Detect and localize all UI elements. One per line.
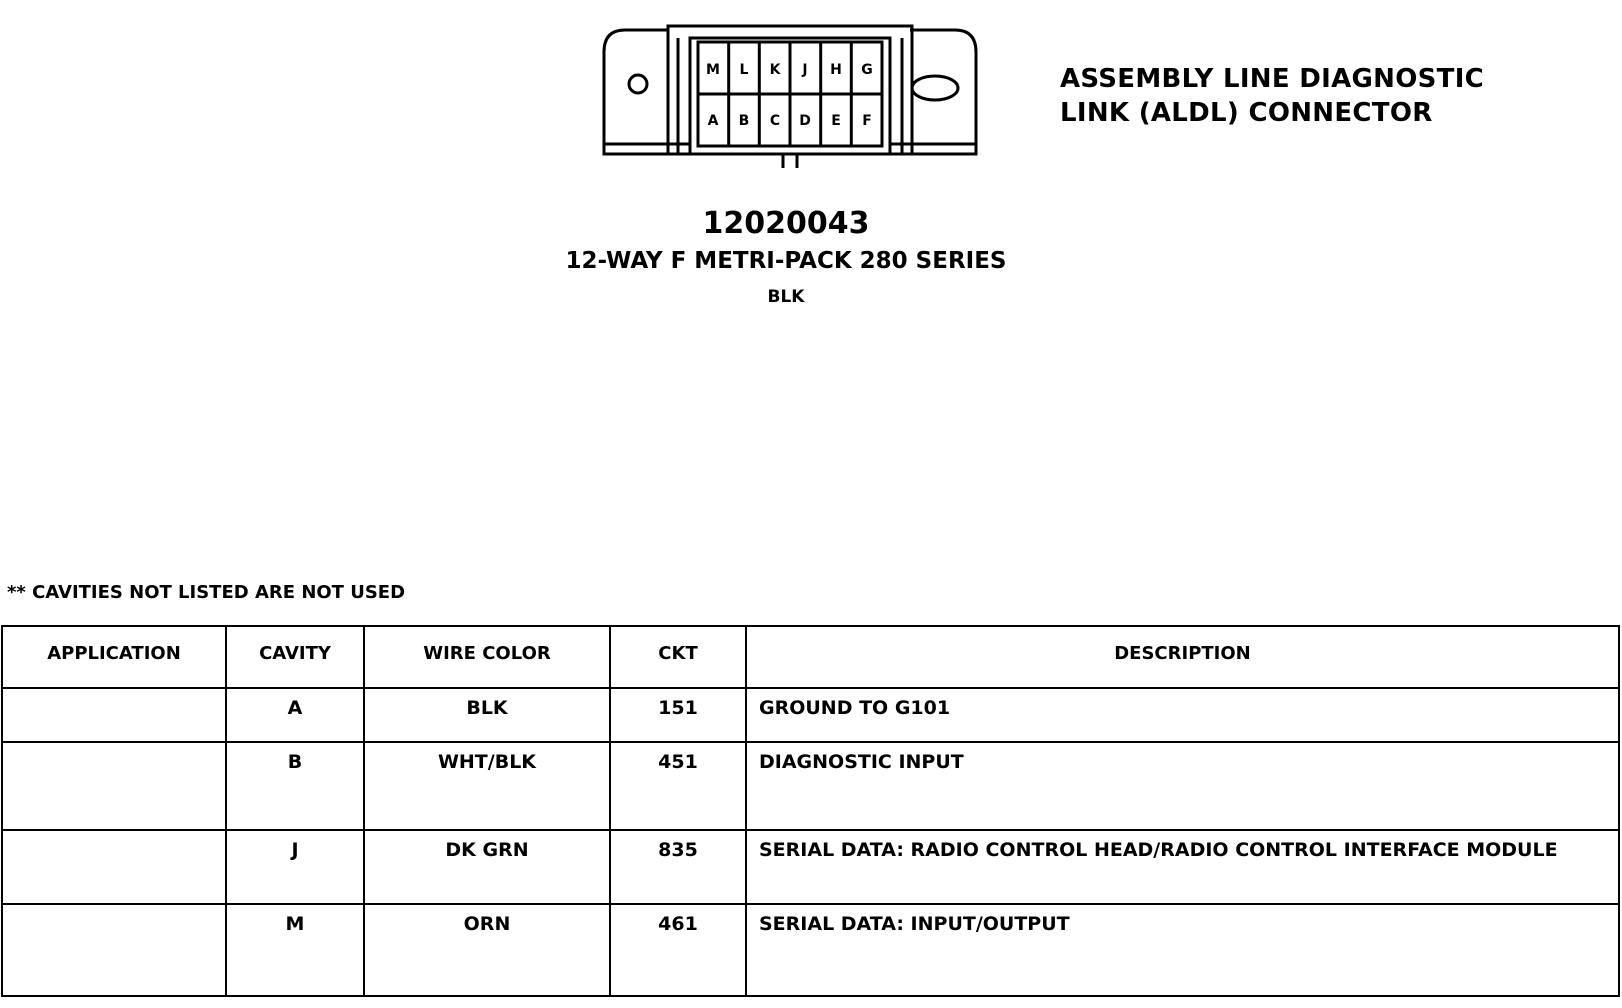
cell-description: DIAGNOSTIC INPUT [746, 742, 1619, 830]
pin-label-l: L [739, 62, 749, 78]
pin-label-h: H [830, 62, 842, 78]
table-row [2, 830, 1619, 904]
header-ckt: CKT [610, 626, 746, 688]
header-wire-color: WIRE COLOR [364, 626, 610, 688]
cell-wire-color: ORN [364, 904, 610, 996]
cell-application [2, 742, 226, 830]
header-cavity: CAVITY [226, 626, 364, 688]
connector-latch-tab [783, 154, 797, 168]
table-header-row [2, 626, 1619, 688]
connector-title-line2: LINK (ALDL) CONNECTOR [1060, 98, 1433, 128]
table-row [2, 688, 1619, 742]
cell-application [2, 904, 226, 996]
connector-round-key [629, 75, 647, 93]
pin-label-d: D [799, 113, 811, 129]
pin-label-c: C [769, 113, 781, 129]
aldl-connector-diagram [600, 18, 980, 168]
cell-cavity: M [226, 904, 364, 996]
cell-cavity: B [226, 742, 364, 830]
cell-cavity: J [226, 830, 364, 904]
part-series: 12-WAY F METRI-PACK 280 SERIES [565, 248, 1007, 274]
cell-description: SERIAL DATA: INPUT/OUTPUT [746, 904, 1619, 996]
pin-label-k: K [769, 62, 781, 78]
pin-grid [698, 42, 882, 146]
pin-label-m: M [706, 62, 720, 78]
connector-title [1060, 62, 1484, 130]
connector-oval-key [912, 76, 958, 100]
cell-ckt: 151 [610, 688, 746, 742]
pin-label-f: F [862, 113, 872, 129]
connector-title-line1: ASSEMBLY LINE DIAGNOSTIC [1060, 64, 1485, 94]
part-number: 12020043 [702, 206, 870, 241]
pin-label-g: G [861, 62, 873, 78]
cell-description: GROUND TO G101 [746, 688, 1619, 742]
cell-application [2, 830, 226, 904]
part-color: BLK [767, 287, 805, 307]
table-row [2, 742, 1619, 830]
cell-wire-color: BLK [364, 688, 610, 742]
cell-ckt: 451 [610, 742, 746, 830]
cell-application [2, 688, 226, 742]
pin-label-a: A [707, 113, 719, 129]
unused-cavities-note: ** CAVITIES NOT LISTED ARE NOT USED [7, 582, 406, 603]
cell-description: SERIAL DATA: RADIO CONTROL HEAD/RADIO CONTROL INTERFACE MODULE [746, 830, 1619, 904]
pin-label-e: E [831, 113, 841, 129]
cell-wire-color: DK GRN [364, 830, 610, 904]
pin-label-j: J [802, 62, 808, 78]
pinout-table [1, 625, 1620, 997]
cell-wire-color: WHT/BLK [364, 742, 610, 830]
cell-cavity: A [226, 688, 364, 742]
pin-label-b: B [738, 113, 750, 129]
header-description: DESCRIPTION [746, 626, 1619, 688]
cell-ckt: 835 [610, 830, 746, 904]
cell-ckt: 461 [610, 904, 746, 996]
header-application: APPLICATION [2, 626, 226, 688]
table-row [2, 904, 1619, 996]
